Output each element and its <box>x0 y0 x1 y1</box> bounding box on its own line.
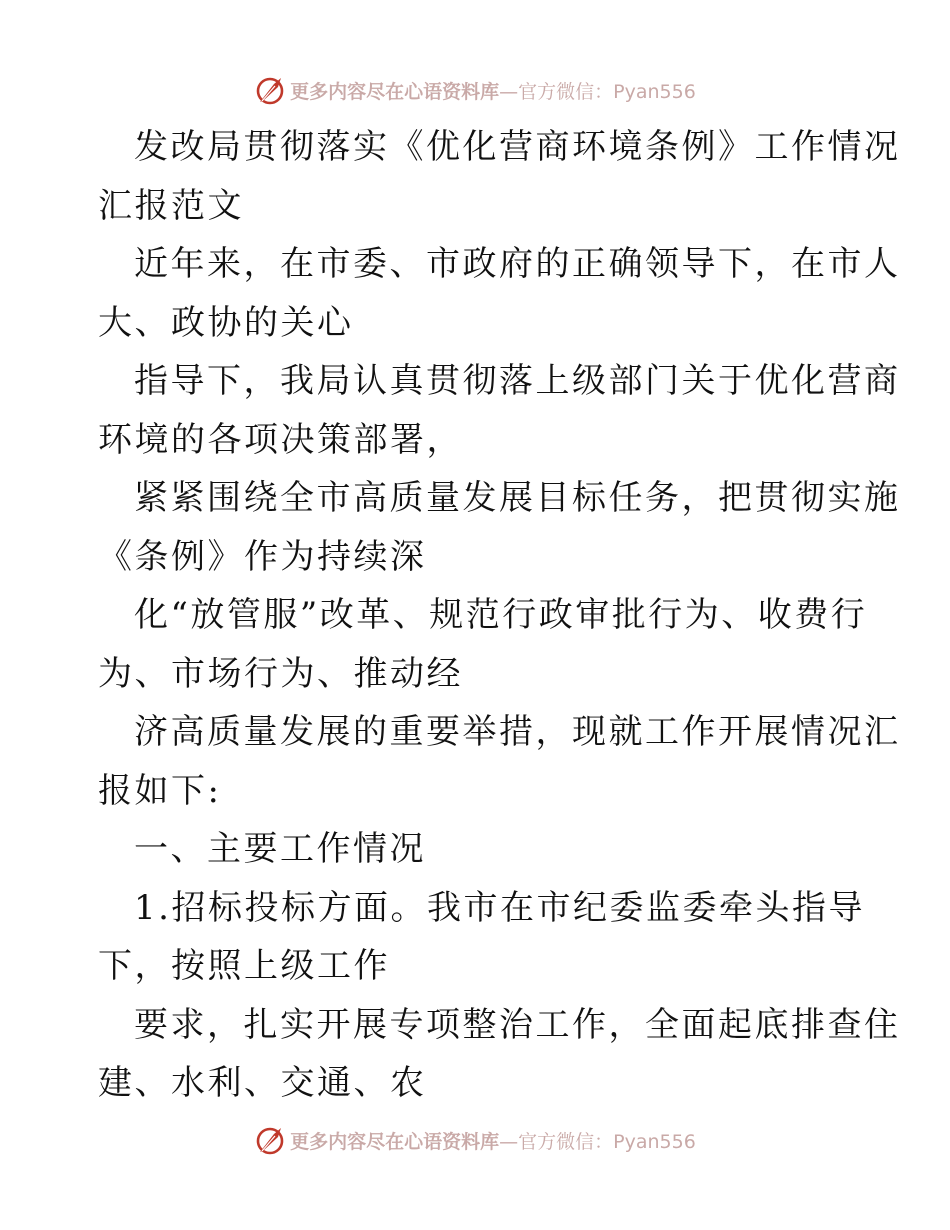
doc-paragraph-line: 《条例》作为持续深 <box>98 536 427 577</box>
header-banner-text <box>290 77 696 104</box>
doc-title-line-2: 汇报范文 <box>98 185 244 226</box>
doc-paragraph-line: 报如下: <box>98 770 222 811</box>
document-body <box>98 118 901 1113</box>
header-contact-text: 官方微信：Pyan556 <box>518 80 696 103</box>
footer-separator: — <box>499 1130 519 1153</box>
quill-pen-logo-icon <box>254 1124 286 1156</box>
section-heading: 一、主要工作情况 <box>134 829 426 869</box>
header-banner <box>0 70 950 110</box>
footer-brand-text: 更多内容尽在心语资料库 <box>290 1130 500 1153</box>
doc-paragraph-line: 为、市场行为、推动经 <box>98 653 463 694</box>
doc-paragraph-line: 近年来，在市委、市政府的正确领导下，在市人 <box>134 244 901 284</box>
footer-banner <box>0 1120 950 1160</box>
header-brand-text: 更多内容尽在心语资料库 <box>290 80 500 103</box>
doc-paragraph-line: 建、水利、交通、农 <box>98 1063 427 1103</box>
doc-paragraph-line: 指导下，我局认真贯彻落上级部门关于优化营商 <box>134 361 901 401</box>
doc-paragraph-line: 大、政协的关心 <box>98 302 354 343</box>
doc-paragraph-line: 济高质量发展的重要举措，现就工作开展情况汇 <box>134 712 901 752</box>
doc-paragraph-line: 化“放管服”改革、规范行政审批行为、收费行 <box>134 595 868 635</box>
footer-banner-text <box>290 1127 696 1154</box>
doc-title-line-1: 发改局贯彻落实《优化营商环境条例》工作情况 <box>134 127 901 167</box>
doc-paragraph-line: 环境的各项决策部署， <box>98 419 463 460</box>
quill-pen-logo-icon <box>254 74 286 106</box>
doc-paragraph-line: 1.招标投标方面。我市在市纪委监委牵头指导 <box>134 887 865 928</box>
doc-paragraph-line: 下，按照上级工作 <box>98 946 390 986</box>
doc-paragraph-line: 要求，扎实开展专项整治工作，全面起底排查住 <box>134 1004 901 1045</box>
header-separator: — <box>499 80 519 103</box>
footer-contact-text: 官方微信：Pyan556 <box>518 1130 696 1153</box>
doc-paragraph-line: 紧紧围绕全市高质量发展目标任务，把贯彻实施 <box>134 478 901 518</box>
